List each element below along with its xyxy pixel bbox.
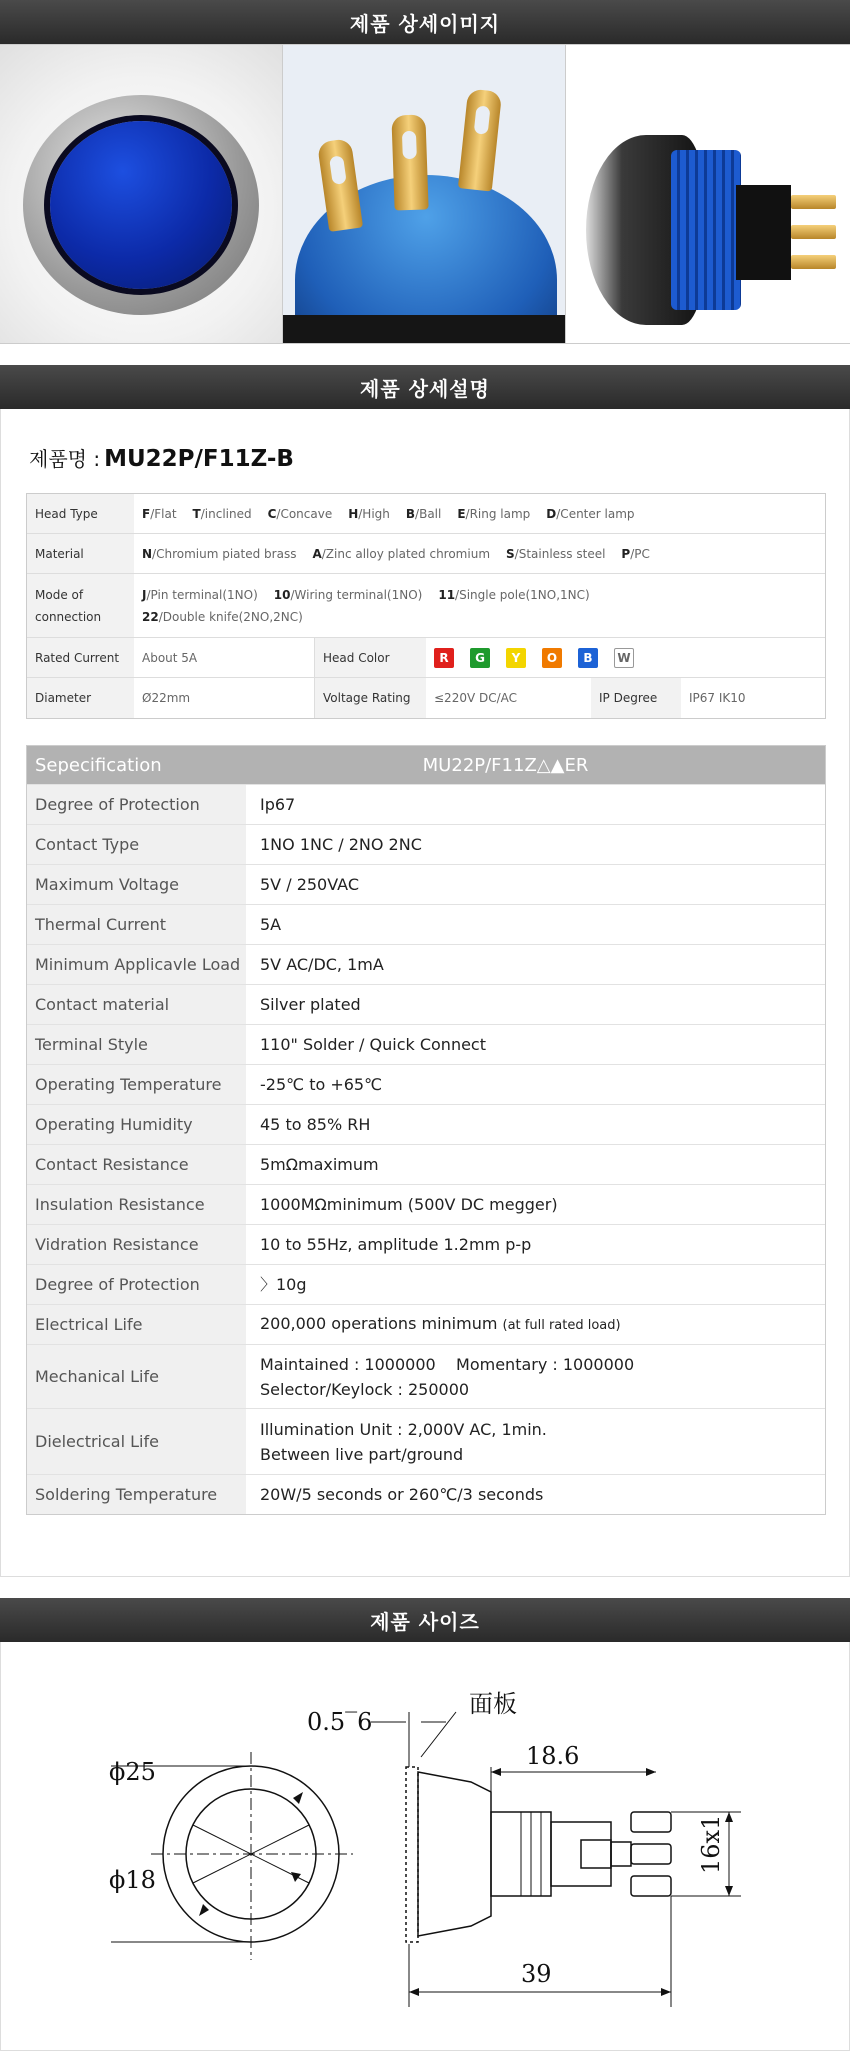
spec-row — [27, 1144, 825, 1184]
code-row-head-type — [27, 494, 825, 534]
spec-value: -25℃ to +65℃ — [260, 1075, 383, 1094]
diameter-value: Ø22mm — [142, 691, 191, 705]
spec-value: 5A — [260, 915, 282, 934]
color-swatch-white: W — [614, 648, 634, 668]
spec-label: Maximum Voltage — [27, 865, 246, 904]
spec-value: 20W/5 seconds or 260℃/3 seconds — [260, 1485, 544, 1504]
details-section-title: 제품 상세설명 — [0, 365, 850, 409]
spec-value: 10 to 55Hz, amplitude 1.2mm p-p — [260, 1235, 532, 1254]
photo-terminal-view — [283, 45, 566, 343]
spec-row — [27, 984, 825, 1024]
spec-row — [27, 1474, 825, 1514]
spec-value: 5mΩmaximum — [260, 1155, 379, 1174]
color-swatch-orange: O — [542, 648, 562, 668]
code-option: B/Ball — [405, 506, 442, 521]
code-option: D/Center lamp — [546, 506, 635, 521]
code-option: C/Concave — [267, 506, 333, 521]
dimension-drawing-svg — [1, 1642, 849, 2051]
color-swatch-red: R — [434, 648, 454, 668]
spec-value: 1NO 1NC / 2NO 2NC — [260, 835, 422, 854]
size-section-title: 제품 사이즈 — [0, 1598, 850, 1642]
spec-row — [27, 1064, 825, 1104]
spec-row — [27, 1264, 825, 1304]
voltage-rating-value: ≤220V DC/AC — [434, 691, 518, 705]
spec-row — [27, 864, 825, 904]
spec-value: 5V AC/DC, 1mA — [260, 955, 384, 974]
spec-row — [27, 784, 825, 824]
dim-outer-diameter: ϕ25 — [109, 1758, 156, 1786]
code-option: S/Stainless steel — [506, 546, 606, 561]
color-swatch-blue: B — [578, 648, 598, 668]
code-label: Head Type — [27, 494, 134, 533]
code-option: 22/Double knife(2NO,2NC) — [142, 609, 303, 624]
details-panel — [0, 409, 850, 1577]
ip-degree-value: IP67 IK10 — [689, 691, 746, 705]
spec-label: Minimum Applicavle Load — [27, 945, 246, 984]
spec-value: 110" Solder / Quick Connect — [260, 1035, 486, 1054]
spec-label: Soldering Temperature — [27, 1475, 246, 1514]
spec-label: Contact Type — [27, 825, 246, 864]
spec-header-label: Sepecification — [35, 754, 162, 776]
spec-value: 200,000 operations minimum — [260, 1314, 498, 1333]
spec-row — [27, 1184, 825, 1224]
spec-label: Operating Humidity — [27, 1105, 246, 1144]
code-option: J/Pin terminal(1NO) — [142, 587, 258, 602]
spec-label: Thermal Current — [27, 905, 246, 944]
spec-row — [27, 1408, 825, 1474]
spec-label: Terminal Style — [27, 1025, 246, 1064]
code-label: Voltage Rating — [314, 678, 426, 718]
code-option: P/PC — [621, 546, 650, 561]
code-row-connection — [27, 574, 825, 638]
spec-row — [27, 1104, 825, 1144]
code-option: 11/Single pole(1NO,1NC) — [438, 587, 590, 602]
terminal — [631, 1876, 671, 1896]
dim-inner-diameter: ϕ18 — [109, 1866, 156, 1894]
code-options — [134, 494, 825, 533]
side-cap — [418, 1772, 491, 1936]
code-row-material — [27, 534, 825, 574]
spec-row — [27, 1304, 825, 1344]
dim-total-length: 39 — [521, 1960, 552, 1988]
spec-label: Operating Temperature — [27, 1065, 246, 1104]
product-name-label: 제품명 : — [29, 447, 101, 471]
code-option: E/Ring lamp — [457, 506, 531, 521]
terminal — [631, 1844, 671, 1864]
code-options — [134, 574, 825, 637]
spec-label: Contact Resistance — [27, 1145, 246, 1184]
dim-panel-thickness: 0.5‾6 — [307, 1708, 373, 1736]
code-label: Mode of connection — [27, 574, 134, 637]
spec-label: Degree of Protection — [27, 1265, 246, 1304]
spec-value: Ip67 — [260, 795, 296, 814]
code-option: T/inclined — [192, 506, 252, 521]
spec-value: 〉10g — [260, 1275, 307, 1294]
spec-value: Between live part/ground — [260, 1444, 464, 1464]
code-row-diameter-voltage — [27, 678, 825, 718]
spec-row — [27, 1224, 825, 1264]
spec-header — [27, 746, 825, 784]
code-option: A/Zinc alloy plated chromium — [312, 546, 491, 561]
product-model: MU22P/F11Z-B — [104, 446, 294, 472]
spec-row — [27, 904, 825, 944]
spec-table — [26, 745, 826, 1515]
spec-row — [27, 1024, 825, 1064]
spec-label: Vidration Resistance — [27, 1225, 246, 1264]
code-label: Material — [27, 534, 134, 573]
spec-label: Dielectrical Life — [27, 1409, 246, 1474]
spec-value: Silver plated — [260, 995, 361, 1014]
color-swatch-yellow: Y — [506, 648, 526, 668]
code-label: Rated Current — [27, 638, 134, 677]
spec-note: (at full rated load) — [502, 1318, 621, 1333]
code-option: 10/Wiring terminal(1NO) — [273, 587, 423, 602]
spec-label: Contact material — [27, 985, 246, 1024]
spec-label: Mechanical Life — [27, 1345, 246, 1408]
rated-current-value: About 5A — [142, 650, 198, 665]
spec-row — [27, 1344, 825, 1408]
dim-height: 16x1 — [697, 1814, 725, 1874]
spec-row — [27, 824, 825, 864]
photo-front-view — [0, 45, 283, 343]
photo-side-view — [566, 45, 850, 343]
spec-value: Selector/Keylock : 250000 — [260, 1379, 470, 1399]
spec-value: Illumination Unit : 2,000V AC, 1min. — [260, 1419, 547, 1439]
color-swatch-green: G — [470, 648, 490, 668]
spec-row — [27, 944, 825, 984]
head-color-swatches — [426, 638, 825, 677]
terminal — [631, 1812, 671, 1832]
product-photos — [0, 44, 850, 344]
code-option: N/Chromium piated brass — [142, 546, 297, 561]
panel — [406, 1767, 418, 1942]
spec-value: 1000MΩminimum (500V DC megger) — [260, 1195, 558, 1214]
dim-body-length: 18.6 — [526, 1742, 580, 1770]
spec-value: 45 to 85% RH — [260, 1115, 371, 1134]
spec-label: Insulation Resistance — [27, 1185, 246, 1224]
spec-value: Maintained : 1000000 Momentary : 1000000 — [260, 1354, 635, 1374]
code-options — [134, 534, 825, 573]
spec-header-model: MU22P/F11Z△▲ER — [422, 754, 589, 776]
code-row-current-color — [27, 638, 825, 678]
product-name — [29, 443, 294, 472]
code-option: F/Flat — [142, 506, 177, 521]
dimension-drawing — [0, 1642, 850, 2051]
code-option: H/High — [348, 506, 390, 521]
dim-panel-label: 面板 — [469, 1690, 517, 1718]
code-label: IP Degree — [591, 678, 681, 718]
spec-label: Degree of Protection — [27, 785, 246, 824]
code-label: Head Color — [314, 638, 426, 677]
images-section-title: 제품 상세이미지 — [0, 0, 850, 44]
spec-value: 5V / 250VAC — [260, 875, 359, 894]
spec-label: Electrical Life — [27, 1305, 246, 1344]
code-table — [26, 493, 826, 719]
code-label: Diameter — [27, 678, 134, 718]
